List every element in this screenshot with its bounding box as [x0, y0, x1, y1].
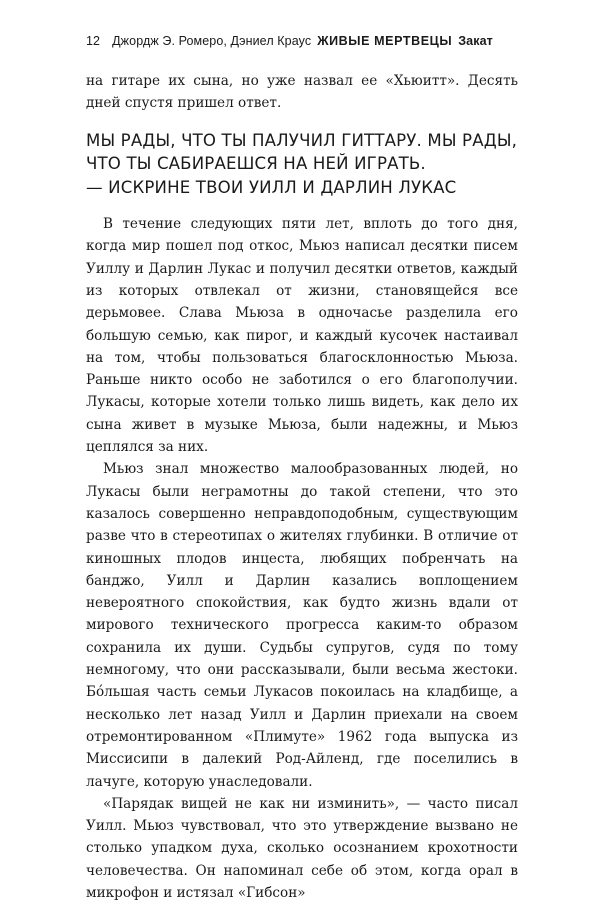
page-number: 12: [86, 34, 101, 48]
paragraph-2: В течение следующих пяти лет, вплоть до того дня, когда мир пошел под откос, Мьюз написал десятки писем Уиллу и Дарлин Лукас и получил десятки ответов, каждый из которых отвлекал от жизни, становящейся все дерьмовее. Слава Мьюза в одночасье разделила его большую семью, как пирог, и каждый кусочек настаивал на том, чтобы пользоваться благосклонностью Мьюза. Раньше никто особо не заботился о его благополучии. Лукасы, которые хотели только лишь видеть, как дело их сына живет в музыке Мьюза, были надежны, и Мьюз цеплялся за них.: [86, 216, 518, 456]
header-volume-title: Закат: [458, 34, 493, 48]
paragraph-3: Мьюз знал множество малообразованных людей, но Лукасы были неграмотны до такой степени, что это казалось совершенно неправдоподобным, существующим разве что в стереотипах о жителях глубинки. В отличие от киношных плодов инцеста, любящих побренчать на банджо, Уилл и Дарлин казались воплощением невероятного спокойствия, как будто жизнь вдали от мирового технического прогресса каким-то образом сохранила их души. Судьбы супругов, судя по тому немногому, что они рассказывали, были весьма жестоки. Бóльшая часть семьи Лукасов покоилась на кладбище, а несколько лет назад Уилл и Дарлин приехали на своем отремонтированном «Плимуте» 1962 года выпуска из Миссисипи в далекий Род-Айленд, где поселились в лачуге, которую унаследовали.: [86, 461, 518, 790]
paragraph-1: на гитаре их сына, но уже назвал ее «Хьюитт». Десять дней спустя пришел ответ.: [86, 73, 518, 112]
letter-line-1: МЫ РАДЫ, ЧТО ТЫ ПАЛУЧИЛ ГИТТАРУ. МЫ РАДЫ,: [86, 130, 518, 150]
letter-line-2: ЧТО ТЫ САБИРАЕШСЯ НА НЕЙ ИГРАТЬ.: [86, 154, 426, 174]
letter-line-3: — ИСКРИНЕ ТВОИ УИЛЛ И ДАРЛИН ЛУКАС: [86, 177, 457, 197]
page-body: [86, 70, 518, 904]
paragraph-4: «Парядак вищей не как ни изминить», — часто писал Уилл. Мьюз чувствовал, что это утверждение вызвано не столько упадком духа, сколько осознанием крохотности человечества. Он напоминал себе об этом, когда орал в микрофон и истязал «Гибсон»: [86, 795, 518, 901]
header-series-title: ЖИВЫЕ МЕРТВЕЦЫ: [317, 34, 453, 48]
letter-quote: [86, 129, 518, 200]
running-header: [86, 34, 526, 54]
header-authors: Джордж Э. Ромеро, Дэниел Краус: [112, 34, 312, 48]
